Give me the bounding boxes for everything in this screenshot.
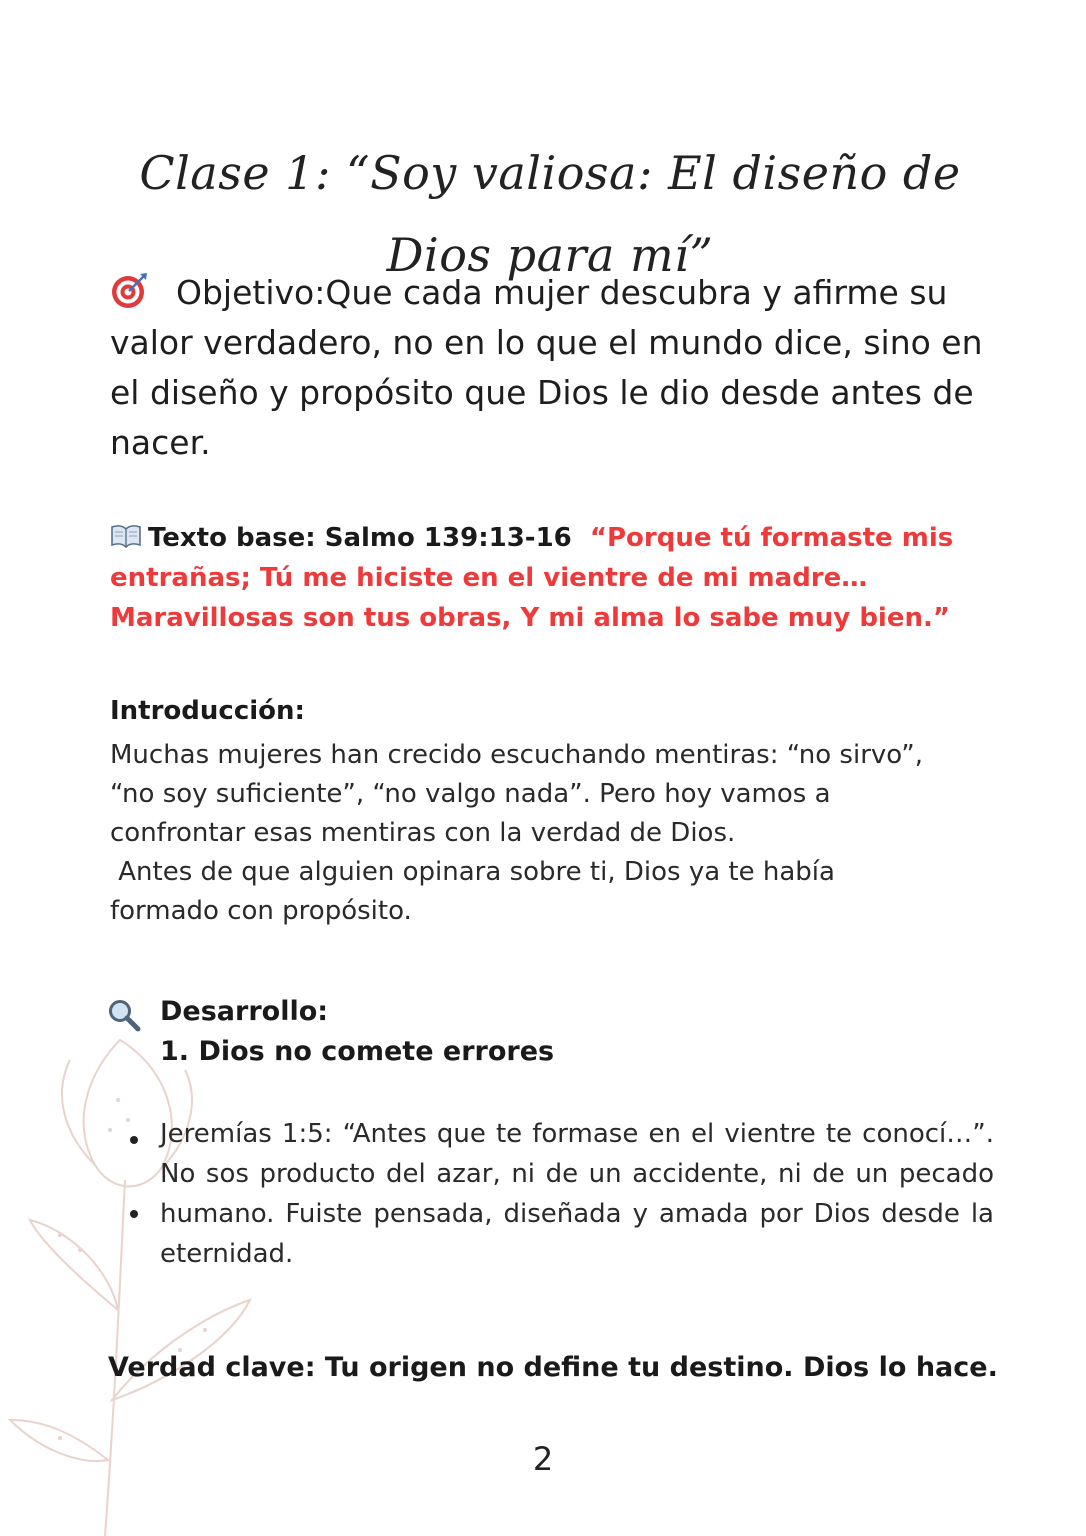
desarrollo-list [160,1114,994,1274]
target-icon [110,270,150,310]
texto-base-quote: “Porque tú formaste mis entrañas; Tú me hiciste en el vientre de mi madre… Maravillosas son tus obras, Y mi alma lo sabe muy bien.” [110,523,954,633]
list-item: Jeremías 1:5: “Antes que te formase en el vientre te conocí…”. No sos producto del azar, ni de un accidente, ni de un pecado humano. Fuiste pensada, diseñada y amada por Dios desde la eternidad. [160,1119,994,1269]
intro-body [110,736,1000,931]
intro-heading: Introducción: [110,696,305,726]
desarrollo-heading: Desarrollo: [160,996,329,1027]
intro-line: “no soy suficiente”, “no valgo nada”. Pero hoy vamos a [110,779,831,809]
page-title: Clase 1: “Soy valiosa: El diseño de Dios para mí” [139,146,961,282]
intro-line: confrontar esas mentiras con la verdad de Dios. [110,818,736,848]
bullet-dot [130,1136,138,1144]
book-icon [110,524,142,548]
key-truth: Verdad clave: Tu origen no define tu destino. Dios lo hace. [108,1352,998,1383]
texto-base-label: Texto base: Salmo 139:13-16 [148,523,572,553]
objective-paragraph [110,268,1000,468]
page-number: 2 [532,1440,554,1478]
objective-text: Objetivo:Que cada mujer descubra y afirme su valor verdadero, no en lo que el mundo dice, sino en el diseño y propósito que Dios le dio desde antes de nacer. [110,273,983,462]
intro-line: Antes de que alguien opinara sobre ti, Dios ya te había [110,857,835,887]
texto-base-block [110,518,990,638]
bullet-dot [130,1210,138,1218]
intro-line: Muchas mujeres han crecido escuchando mentiras: “no sirvo”, [110,740,923,770]
magnifier-icon [107,998,141,1032]
desarrollo-subheading: 1. Dios no comete errores [160,1036,555,1067]
intro-line: formado con propósito. [110,896,412,926]
